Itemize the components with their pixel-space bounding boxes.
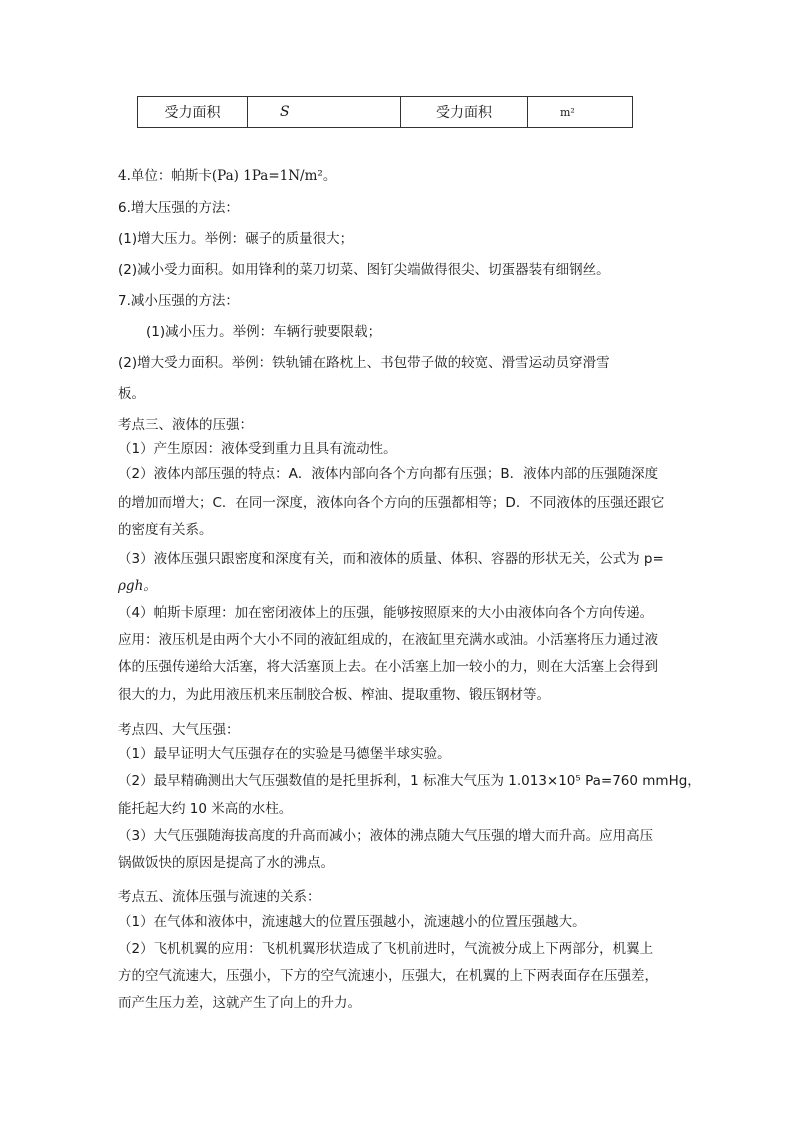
unit-table [137, 96, 633, 128]
text-line: （1）最早证明大气压强存在的实验是马德堡半球实验。 [118, 746, 451, 762]
text-line: （1）产生原因：液体受到重力且具有流动性。 [118, 441, 397, 457]
text-line: 应用：液压机是由两个大小不同的液缸组成的，在液缸里充满水或油。小活塞将压力通过液 [118, 632, 658, 648]
formula-line: ρgh。 [118, 578, 157, 594]
section-heading: 6.增大压强的方法： [118, 200, 239, 216]
text-line: （1）在气体和液体中，流速越大的位置压强越小，流速越小的位置压强越大。 [118, 914, 586, 930]
text-line: 4.单位：帕斯卡(Pa) 1Pa=1N/m²。 [118, 168, 337, 184]
table-row [138, 97, 633, 128]
table-cell: 受力面积 [138, 97, 248, 128]
text-line: (1)减小压力。举例：车辆行驶要限载； [146, 324, 382, 340]
text-line: (1)增大压力。举例：碾子的质量很大； [118, 231, 354, 247]
section-heading: 考点四、大气压强： [118, 722, 240, 738]
text-line: (2)减小受力面积。如用锋利的菜刀切菜、图钉尖端做得很尖、切蛋器装有细钢丝。 [118, 262, 610, 278]
text-line: 很大的力，为此用液压机来压制胶合板、榨油、提取重物、锻压钢材等。 [118, 687, 550, 703]
text-line: 方的空气流速大，压强小，下方的空气流速小，压强大，在机翼的上下两表面存在压强差， [118, 968, 658, 984]
text-line: （3）大气压强随海拔高度的升高而减小；液体的沸点随大气压强的增大而升高。应用高压 [118, 828, 654, 844]
text-line: 板。 [118, 386, 145, 402]
text-line: （2）最早精确测出大气压强数值的是托里拆利，1 标准大气压为 1.013×10⁵ Pa=760 mmHg， [118, 773, 701, 789]
table-cell: m² [528, 97, 633, 128]
section-heading: 考点三、液体的压强： [118, 417, 253, 433]
section-heading: 7.减小压强的方法： [118, 293, 239, 309]
text-line: 的密度有关系。 [118, 522, 213, 538]
text-line: （2）飞机机翼的应用：飞机机翼形状造成了飞机前进时，气流被分成上下两部分，机翼上 [118, 941, 654, 957]
text-line: （2）液体内部压强的特点：A．液体内部向各个方向都有压强；B．液体内部的压强随深度 [118, 466, 659, 482]
text-line: 的增加而增大；C．在同一深度，液体向各个方向的压强都相等；D．不同液体的压强还跟它 [118, 495, 665, 511]
table-cell: 受力面积 [401, 97, 528, 128]
text-line: 锅做饭快的原因是提高了水的沸点。 [118, 855, 334, 871]
section-heading: 考点五、流体压强与流速的关系： [118, 889, 321, 905]
text-line: （4）帕斯卡原理：加在密闭液体上的压强，能够按照原来的大小由液体向各个方向传递。 [118, 605, 654, 621]
text-line: (2)增大受力面积。举例：铁轨铺在路枕上、书包带子做的较宽、滑雪运动员穿滑雪 [118, 355, 610, 371]
text-line: 而产生压力差，这就产生了向上的升力。 [118, 995, 361, 1011]
table-cell: S [248, 97, 401, 128]
text-line: 体的压强传递给大活塞，将大活塞顶上去。在小活塞上加一较小的力，则在大活塞上会得到 [118, 659, 658, 675]
text-line: 能托起大约 10 米高的水柱。 [118, 801, 293, 817]
text-line: （3）液体压强只跟密度和深度有关，而和液体的质量、体积、容器的形状无关，公式为 p= [118, 551, 664, 567]
